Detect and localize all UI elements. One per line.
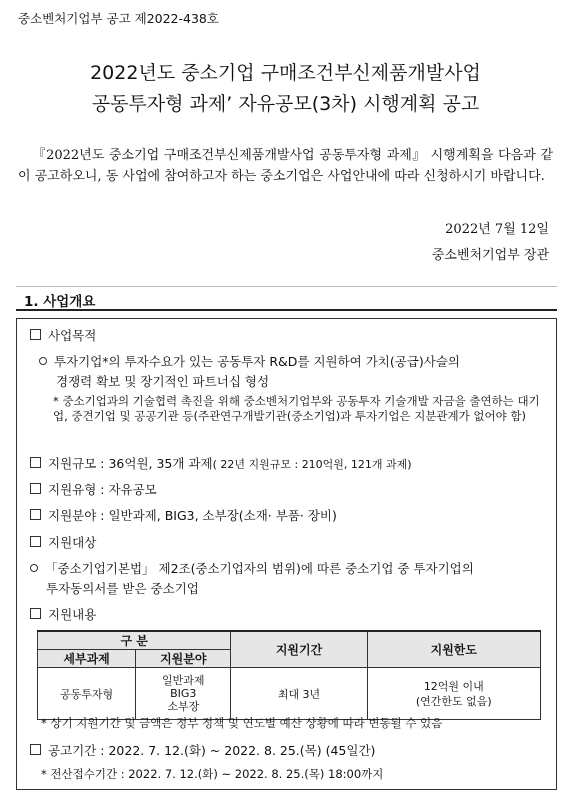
table-cell-period: 최대 3년	[231, 668, 367, 720]
table-header-field: 지원분야	[136, 650, 231, 668]
period-note: * 전산접수기간 : 2022. 7. 12.(화) ~ 2022. 8. 25.(목) 18:00까지	[41, 767, 384, 781]
page-title-line1: 2022년도 중소기업 구매조건부신제품개발사업	[90, 62, 481, 84]
limit-annual: (연간한도 없음)	[415, 694, 492, 708]
circle-bullet-icon	[39, 357, 47, 365]
table-cell-limit	[367, 668, 540, 720]
purpose-note: * 중소기업과의 기술협력 촉진을 위해 중소벤처기업부와 공동투자 기술개발 자금을 출연하는 대기업, 중견기업 및 공공기관 등(주관연구개발기관(중소기업)과 투자기업은 지분관계가 없어야 함)	[53, 394, 540, 423]
square-bullet-icon	[30, 509, 41, 520]
square-bullet-icon	[30, 329, 41, 340]
table-header-group: 구 분	[38, 631, 231, 650]
table-cell-task: 공동투자형	[38, 668, 136, 720]
content-heading: 지원내용	[30, 605, 96, 623]
field-general: 일반과제	[162, 674, 205, 687]
signer: 중소벤처기업부 장관	[431, 248, 549, 263]
scale-item: 지원규모 : 36억원, 35개 과제( 22년 지원규모 : 210억원, 121개 과제)	[30, 454, 412, 472]
circle-bullet-icon	[30, 564, 38, 572]
type-item: 지원유형 : 자유공모	[30, 480, 157, 498]
limit-amount: 12억원 이내	[423, 679, 484, 693]
purpose-line1: 투자기업*의 투자수요가 있는 공동투자 R&D를 지원하여 가치(공급)사슬의	[39, 352, 460, 370]
announcement-date: 2022년 7월 12일	[445, 222, 549, 237]
field-item: 지원분야 : 일반과제, BIG3, 소부장(소재· 부품· 장비)	[30, 506, 337, 524]
table-header-task: 세부과제	[38, 650, 136, 668]
purpose-heading: 사업목적	[30, 326, 96, 344]
table-header-limit: 지원한도	[367, 631, 540, 668]
page-title-line2: 공동투자형 과제’ 자유공모(3차) 시행계획 공고	[91, 93, 480, 115]
purpose-line2: 경쟁력 확보 및 장기적인 파트너십 형성	[56, 374, 270, 389]
field-sobujang: 소부장	[167, 700, 200, 713]
square-bullet-icon	[30, 744, 41, 755]
period-item: 공고기간 : 2022. 7. 12.(화) ~ 2022. 8. 25.(목) (45일간)	[30, 741, 375, 759]
square-bullet-icon	[30, 457, 41, 468]
table-row	[38, 668, 541, 720]
overview-box	[16, 318, 557, 790]
square-bullet-icon	[30, 536, 41, 547]
target-line2: 투자동의서를 받은 중소기업	[46, 581, 199, 596]
section-title: 1. 사업개요	[24, 294, 96, 310]
table-note: * 상기 지원기간 및 금액은 정부 정책 및 연도별 예산 상황에 따라 변동될 수 있음	[41, 716, 443, 730]
intro-paragraph: 『2022년도 중소기업 구매조건부신제품개발사업 공동투자형 과제』 시행계획을 다음과 같이 공고하오니, 동 사업에 참여하고자 하는 중소기업은 사업안내에 따라 신청하시기 바랍니다.	[18, 148, 553, 184]
table-header-period: 지원기간	[231, 631, 367, 668]
section-header	[16, 286, 557, 311]
table-cell-field	[136, 668, 231, 720]
target-heading: 지원대상	[30, 533, 96, 551]
support-table	[37, 630, 541, 720]
square-bullet-icon	[30, 608, 41, 619]
notice-number: 중소벤처기업부 공고 제2022-438호	[18, 11, 219, 26]
target-line1: 「중소기업기본법」 제2조(중소기업자의 범위)에 따른 중소기업 중 투자기업의	[30, 559, 474, 577]
field-big3: BIG3	[170, 687, 197, 700]
square-bullet-icon	[30, 483, 41, 494]
